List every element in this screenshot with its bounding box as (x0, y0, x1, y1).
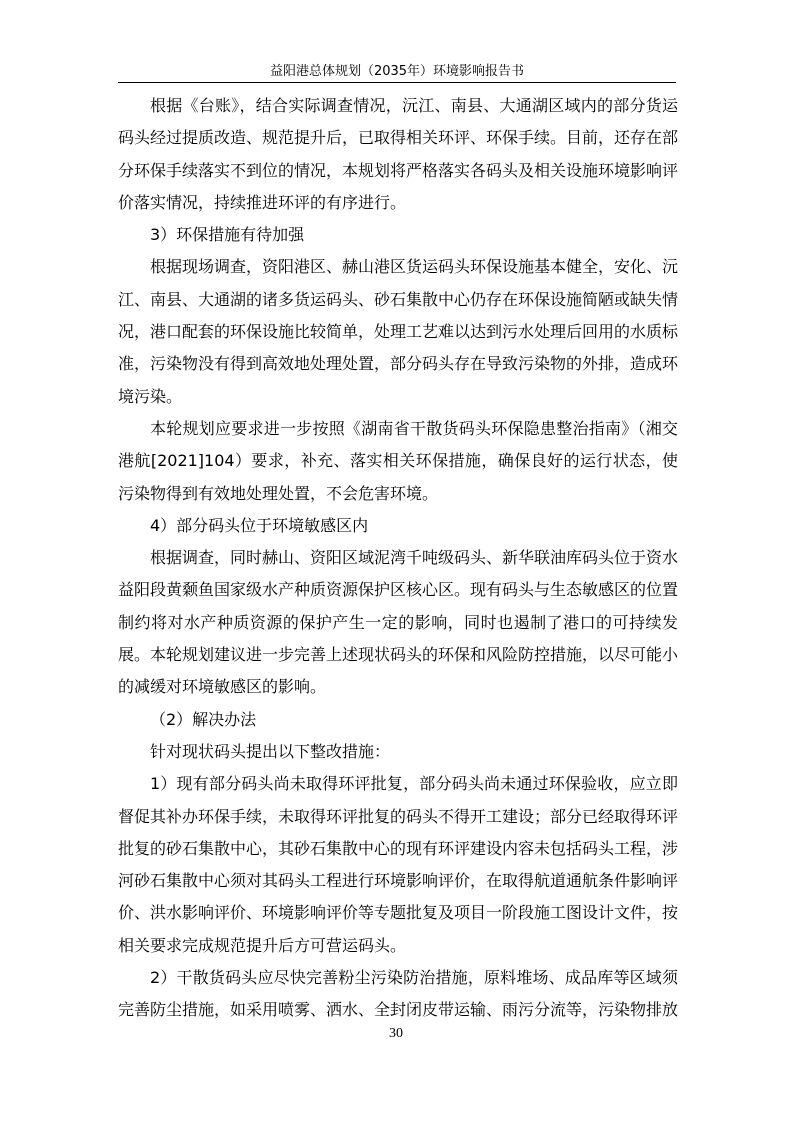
list-heading: 3）环保措施有待加强 (150, 225, 305, 245)
page-number: 30 (389, 1026, 403, 1041)
paragraph: 根据《台账》，结合实际调查情况，沅江、南县、大通湖区域内的部分货运码头经过提质改造、规范提升后，已取得相关环评、环保手续。目前，还存在部分环保手续落实不到位的情况，本规划将严格落实各码头及相关设施环境影响评价落实情况，持续推进环评的有序进行。 (118, 96, 679, 212)
paragraph: 根据调查，同时赫山、资阳区域泥湾千吨级码头、新华联油库码头位于资水益阳段黄颡鱼国家级水产种质资源保护区核心区。现有码头与生态敏感区的位置制约将对水产种质资源的保护产生一定的影响，同时也遏制了港口的可持续发展。本轮规划建议进一步完善上述现状码头的环保和风险防控措施，以尽可能小的减缓对环境敏感区的影响。 (118, 548, 679, 697)
running-header: 益阳港总体规划（2035年）环境影响报告书 (269, 64, 525, 79)
paragraph: 2）干散货码头应尽快完善粉尘污染防治措施，原料堆场、成品库等区域须完善防尘措施，如采用喷雾、洒水、全封闭皮带运输、雨污分流等，污染物排放 (118, 968, 679, 1020)
paragraph: 针对现状码头提出以下整改措施： (150, 741, 391, 761)
paragraph: 1）现有部分码头尚未取得环评批复，部分码头尚未通过环保验收，应立即督促其补办环保手续，未取得环评批复的码头不得开工建设；部分已经取得环评批复的砂石集散中心，其砂石集散中心的现有环评建设内容未包括码头工程，涉河砂石集散中心须对其码头工程进行环境影响评价，在取得航道通航条件影响评价、洪水影响评价、环境影响评价等专题批复及项目一阶段施工图设计文件，按相关要求完成规范提升后方可营运码头。 (118, 774, 679, 955)
paragraph: 根据现场调查，资阳港区、赫山港区货运码头环保设施基本健全，安化、沅江、南县、大通湖的诸多货运码头、砂石集散中心仍存在环保设施简陋或缺失情况，港口配套的环保设施比较简单，处理工艺难以达到污水处理后回用的水质标准，污染物没有得到高效地处理处置，部分码头存在导致污染物的外排，造成环境污染。 (118, 257, 679, 406)
paragraph: 本轮规划应要求进一步按照《湖南省干散货码头环保隐患整治指南》（湘交港航[2021]104）要求，补充、落实相关环保措施，确保良好的运行状态，使污染物得到有效地处理处置，不会危害环境。 (118, 418, 678, 503)
section-heading: （2）解决办法 (150, 709, 257, 729)
document-body (118, 90, 678, 1027)
list-heading: 4）部分码头位于环境敏感区内 (150, 515, 369, 535)
header-divider (118, 82, 676, 83)
